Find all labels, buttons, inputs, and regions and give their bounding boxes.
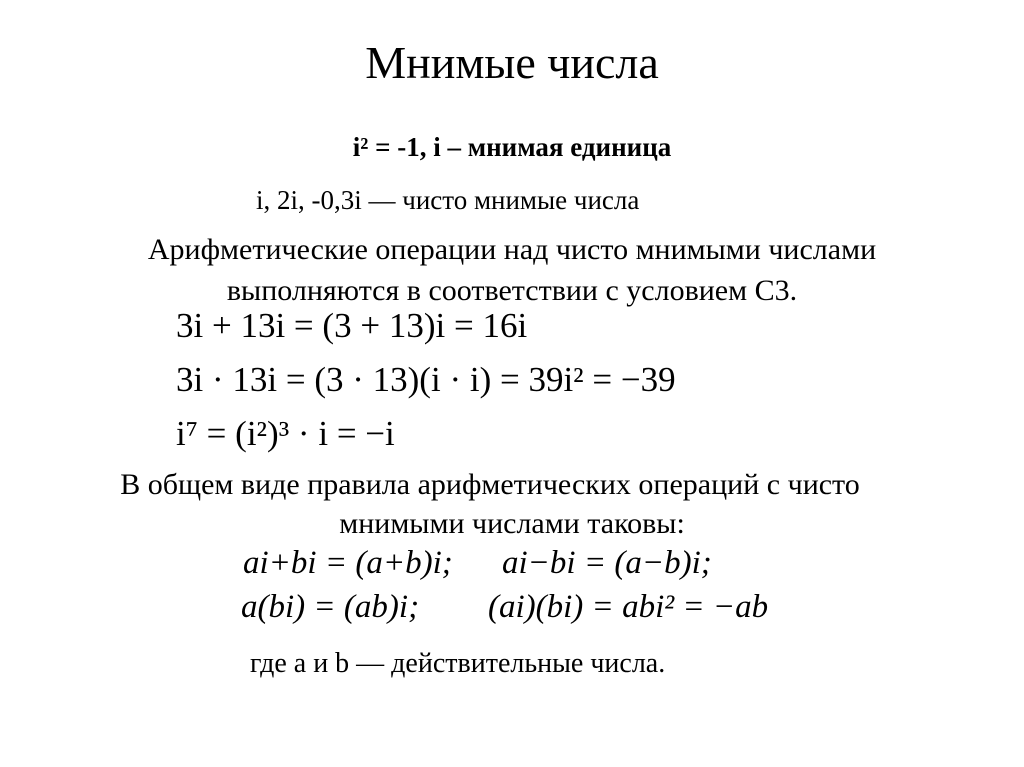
equation-sum: 3i + 13i = (3 + 13)i = 16i xyxy=(176,306,528,345)
general-rules-line-1: В общем виде правила арифметических операций с чисто xyxy=(120,468,860,501)
operations-intro-line-1: Арифметические операции над чисто мнимыми числами xyxy=(147,233,877,266)
rule-addition: ai+bi = (a+b)i; xyxy=(243,545,453,581)
equation-product: 3i · 13i = (3 · 13)(i · i) = 39i² = −39 xyxy=(176,360,676,399)
general-rules-line-2: мнимыми числами таковы: xyxy=(339,507,685,540)
footnote-real-numbers: где a и b — действительные числа. xyxy=(250,648,666,679)
pure-imaginary-examples: i, 2i, -0,3i — чисто мнимые числа xyxy=(256,185,640,215)
equation-power: i⁷ = (i²)³ · i = −i xyxy=(176,414,395,453)
operations-intro-line-2: выполняются в соответствии с условием С3. xyxy=(226,274,798,307)
slide-title: Мнимые числа xyxy=(365,37,659,88)
rule-scalar-multiplication: a(bi) = (ab)i; xyxy=(241,589,420,625)
rule-product: (ai)(bi) = abi² = −ab xyxy=(488,589,769,625)
imaginary-unit-definition: i² = -1, i – мнимая единица xyxy=(352,132,672,162)
rule-subtraction: ai−bi = (a−b)i; xyxy=(502,545,712,581)
